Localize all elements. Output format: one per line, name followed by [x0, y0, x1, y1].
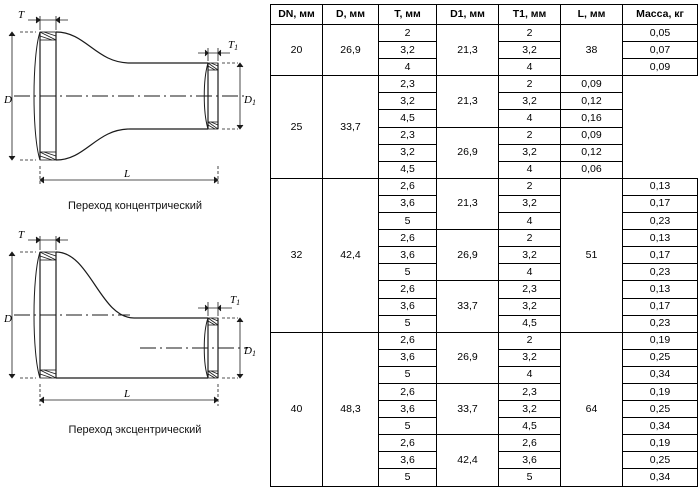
- cell-t1: 3,2: [499, 144, 561, 161]
- cell-t: 2,6: [379, 383, 437, 400]
- label-D: D: [4, 94, 12, 106]
- cell-t1: 4: [499, 161, 561, 178]
- cell-t1: 3,2: [499, 401, 561, 418]
- cell-l: 51: [561, 178, 623, 332]
- cell-t1: 5: [499, 469, 561, 486]
- cell-t: 3,6: [379, 298, 437, 315]
- cell-d1: 33,7: [437, 281, 499, 332]
- cell-t: 5: [379, 213, 437, 230]
- cell-t: 3,6: [379, 195, 437, 212]
- cell-m: 0,23: [623, 264, 698, 281]
- cell-t: 3,6: [379, 452, 437, 469]
- cell-m: 0,16: [561, 110, 623, 127]
- label-T: T: [18, 229, 25, 241]
- label-T1: T1: [230, 294, 241, 307]
- cell-t1: 4: [499, 213, 561, 230]
- cell-t: 2,6: [379, 332, 437, 349]
- cell-t1: 2: [499, 76, 561, 93]
- dimensions-table-wrapper: [270, 4, 698, 487]
- figure-caption-eccentric: Переход эксцентрический: [68, 424, 202, 436]
- cell-t1: 4,5: [499, 418, 561, 435]
- cell-t1: 2: [499, 25, 561, 42]
- cell-t1: 4,5: [499, 315, 561, 332]
- cell-dn: 32: [271, 178, 323, 332]
- cell-m: 0,23: [623, 213, 698, 230]
- cell-d1: 21,3: [437, 76, 499, 127]
- cell-dn: 25: [271, 76, 323, 179]
- cell-t: 5: [379, 469, 437, 486]
- cell-m: 0,25: [623, 349, 698, 366]
- cell-t: 2,6: [379, 178, 437, 195]
- cell-m: 0,12: [561, 93, 623, 110]
- cell-t: 2,6: [379, 435, 437, 452]
- cell-dn: 20: [271, 25, 323, 76]
- cell-t: 5: [379, 366, 437, 383]
- cell-t: 4,5: [379, 110, 437, 127]
- cell-t: 2,3: [379, 127, 437, 144]
- cell-t1: 3,2: [499, 247, 561, 264]
- dimensions-table: [270, 4, 698, 487]
- cell-t: 5: [379, 264, 437, 281]
- cell-t1: 3,2: [499, 349, 561, 366]
- cell-m: 0,17: [623, 195, 698, 212]
- cell-m: 0,09: [561, 127, 623, 144]
- eccentric-reducer-drawing: [0, 228, 270, 420]
- table-header-m: Масса, кг: [623, 5, 698, 25]
- concentric-reducer-drawing: [0, 8, 270, 198]
- cell-m: 0,23: [623, 315, 698, 332]
- cell-d1: 21,3: [437, 178, 499, 229]
- cell-l: 64: [561, 332, 623, 486]
- cell-dn: 40: [271, 332, 323, 486]
- cell-m: 0,19: [623, 435, 698, 452]
- cell-t1: 3,2: [499, 42, 561, 59]
- cell-t1: 2: [499, 178, 561, 195]
- cell-d1: 21,3: [437, 25, 499, 76]
- cell-t: 2,3: [379, 76, 437, 93]
- cell-d: 26,9: [323, 25, 379, 76]
- cell-d1: 26,9: [437, 332, 499, 383]
- cell-t1: 2: [499, 332, 561, 349]
- cell-m: 0,19: [623, 332, 698, 349]
- label-D1: D1: [244, 345, 256, 358]
- cell-m: 0,34: [623, 418, 698, 435]
- cell-t: 5: [379, 418, 437, 435]
- cell-d1: 26,9: [437, 230, 499, 281]
- cell-t: 3,6: [379, 349, 437, 366]
- cell-t1: 3,2: [499, 93, 561, 110]
- cell-d1: 33,7: [437, 383, 499, 434]
- cell-t: 3,2: [379, 93, 437, 110]
- cell-m: 0,34: [623, 366, 698, 383]
- cell-t: 2,6: [379, 230, 437, 247]
- cell-t1: 3,2: [499, 298, 561, 315]
- label-T1: T1: [228, 39, 239, 52]
- table-header-t: T, мм: [379, 5, 437, 25]
- figure-concentric-reducer: [0, 8, 270, 226]
- cell-t1: 3,2: [499, 195, 561, 212]
- cell-m: 0,13: [623, 281, 698, 298]
- cell-m: 0,34: [623, 469, 698, 486]
- technical-drawings-panel: [0, 0, 270, 450]
- label-T: T: [18, 9, 25, 21]
- cell-t1: 2: [499, 230, 561, 247]
- cell-t1: 3,6: [499, 452, 561, 469]
- cell-t: 3,2: [379, 144, 437, 161]
- cell-d: 48,3: [323, 332, 379, 486]
- figure-eccentric-reducer: [0, 228, 270, 448]
- label-L: L: [124, 168, 131, 180]
- cell-t: 3,6: [379, 401, 437, 418]
- cell-m: 0,09: [561, 76, 623, 93]
- cell-t: 3,2: [379, 42, 437, 59]
- cell-m: 0,07: [623, 42, 698, 59]
- cell-t1: 2,6: [499, 435, 561, 452]
- cell-l: 38: [561, 25, 623, 76]
- table-row: [271, 76, 698, 93]
- cell-m: 0,25: [623, 452, 698, 469]
- cell-m: 0,13: [623, 230, 698, 247]
- cell-m: 0,19: [623, 383, 698, 400]
- cell-t: 3,6: [379, 247, 437, 264]
- table-body: [271, 25, 698, 487]
- cell-t1: 4: [499, 366, 561, 383]
- cell-m: 0,13: [623, 178, 698, 195]
- label-D1: D1: [244, 94, 256, 107]
- cell-t1: 4: [499, 264, 561, 281]
- cell-m: 0,05: [623, 25, 698, 42]
- table-header-l: L, мм: [561, 5, 623, 25]
- table-header-dn: DN, мм: [271, 5, 323, 25]
- table-row: [271, 178, 698, 195]
- cell-d1: 26,9: [437, 127, 499, 178]
- cell-t1: 2,3: [499, 383, 561, 400]
- cell-t: 5: [379, 315, 437, 332]
- cell-m: 0,12: [561, 144, 623, 161]
- table-header-row: [271, 5, 698, 25]
- cell-t1: 4: [499, 110, 561, 127]
- cell-t1: 2,3: [499, 281, 561, 298]
- cell-m: 0,17: [623, 298, 698, 315]
- table-header-d1: D1, мм: [437, 5, 499, 25]
- cell-d: 42,4: [323, 178, 379, 332]
- cell-d: 33,7: [323, 76, 379, 179]
- cell-t: 2,6: [379, 281, 437, 298]
- table-header: [271, 5, 698, 25]
- cell-t1: 2: [499, 127, 561, 144]
- cell-d1: 42,4: [437, 435, 499, 486]
- label-D: D: [4, 313, 12, 325]
- figure-caption-concentric: Переход концентрический: [68, 200, 202, 212]
- table-row: [271, 332, 698, 349]
- table-header-t1: T1, мм: [499, 5, 561, 25]
- cell-t: 4,5: [379, 161, 437, 178]
- cell-t: 4: [379, 59, 437, 76]
- cell-m: 0,09: [623, 59, 698, 76]
- label-L: L: [124, 388, 131, 400]
- cell-m: 0,25: [623, 401, 698, 418]
- cell-m: 0,17: [623, 247, 698, 264]
- cell-t1: 4: [499, 59, 561, 76]
- table-header-d: D, мм: [323, 5, 379, 25]
- table-row: [271, 25, 698, 42]
- cell-t: 2: [379, 25, 437, 42]
- cell-m: 0,06: [561, 161, 623, 178]
